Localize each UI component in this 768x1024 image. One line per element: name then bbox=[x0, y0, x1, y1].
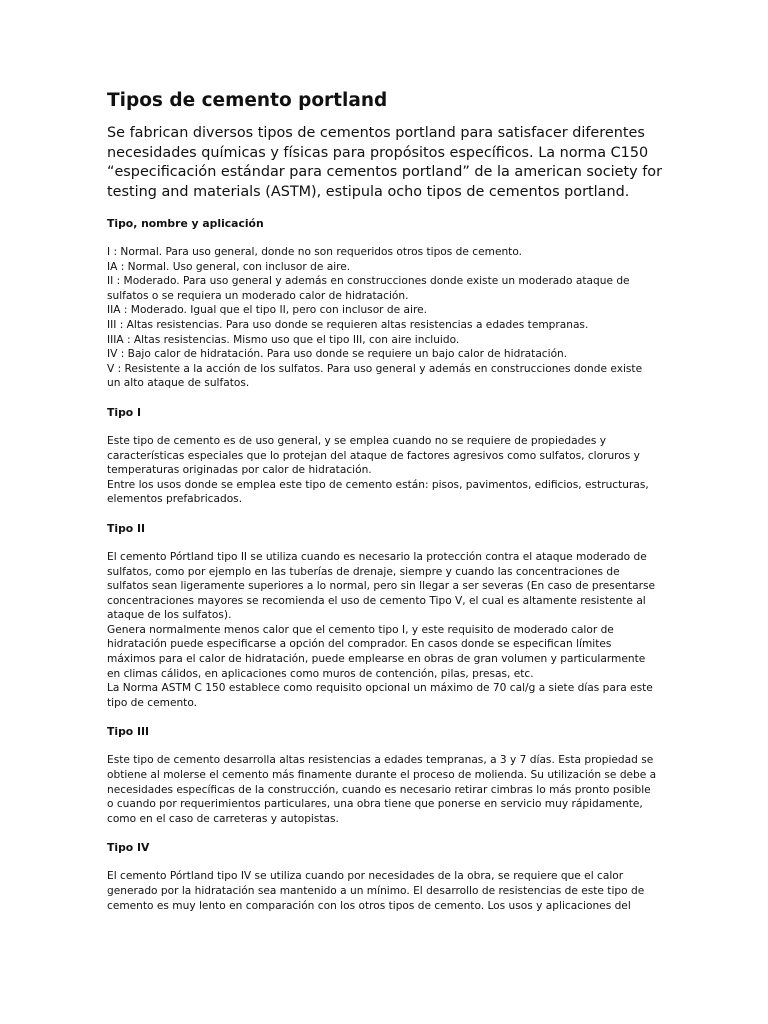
body-line: Este tipo de cemento desarrolla altas resistencias a edades tempranas, a 3 y 7 días. Esta propiedad se bbox=[107, 754, 654, 767]
body-line: como en el caso de carreteras y autopistas. bbox=[107, 812, 339, 825]
body-line: IA : Normal. Uso general, con inclusor de aire. bbox=[107, 260, 351, 273]
section-heading: Tipo III bbox=[107, 725, 150, 739]
section-tipo-ii bbox=[107, 521, 667, 711]
section-body bbox=[107, 869, 667, 913]
body-line: obtiene al molerse el cemento más finamente durante el proceso de molienda. Su utilización se debe a bbox=[107, 769, 657, 782]
body-line: tipo de cemento. bbox=[107, 696, 197, 709]
section-body bbox=[107, 245, 667, 391]
body-line: cemento es muy lento en comparación con los otros tipos de cemento. Los usos y aplicaciones del bbox=[107, 899, 631, 912]
body-line: hidratación puede especificarse a opción del comprador. En casos donde se especifican límites bbox=[107, 638, 612, 651]
body-line: La Norma ASTM C 150 establece como requisito opcional un máximo de 70 cal/g a siete días para este bbox=[107, 682, 653, 695]
section-heading: Tipo, nombre y aplicación bbox=[107, 217, 264, 230]
body-line: V : Resistente a la acción de los sulfatos. Para uso general y además en construcciones donde existe bbox=[107, 362, 643, 375]
body-line: El cemento Pórtland tipo IV se utiliza cuando por necesidades de la obra, se requiere que el calor bbox=[107, 870, 624, 883]
document-title: Tipos de cemento portland bbox=[107, 90, 388, 111]
body-line: El cemento Pórtland tipo II se utiliza cuando es necesario la protección contra el ataque moderado de bbox=[107, 550, 647, 563]
intro-line: Se fabrican diversos tipos de cementos portland para satisfacer diferentes bbox=[107, 125, 645, 141]
section-tipos bbox=[107, 216, 667, 391]
intro-line: necesidades químicas y físicas para propósitos específicos. La norma C150 bbox=[107, 144, 649, 161]
section-body bbox=[107, 753, 667, 826]
body-line: temperaturas originadas por calor de hidratación. bbox=[107, 464, 372, 477]
body-line: Entre los usos donde se emplea este tipo de cemento están: pisos, pavimentos, edificios, estructuras, bbox=[107, 478, 649, 491]
intro-line: testing and materials (ASTM), estipula ocho tipos de cementos portland. bbox=[107, 183, 630, 200]
document-page bbox=[107, 88, 667, 927]
body-line: elementos prefabricados. bbox=[107, 493, 243, 506]
body-line: I : Normal. Para uso general, donde no son requeridos otros tipos de cemento. bbox=[107, 246, 522, 258]
section-tipo-i bbox=[107, 405, 667, 507]
body-line: IIIA : Altas resistencias. Mismo uso que el tipo III, con aire incluido. bbox=[107, 333, 460, 346]
body-line: concentraciones mayores se recomienda el uso de cemento Tipo V, el cual es altamente resistente al bbox=[107, 594, 646, 607]
body-line: III : Altas resistencias. Para uso donde se requieren altas resistencias a edades tempranas. bbox=[107, 318, 589, 331]
body-line: IIA : Moderado. Igual que el tipo II, pero con inclusor de aire. bbox=[107, 304, 427, 317]
intro-paragraph bbox=[107, 124, 662, 202]
body-line: un alto ataque de sulfatos. bbox=[107, 377, 250, 390]
body-line: sulfatos o se requiera un moderado calor de hidratación. bbox=[107, 289, 409, 302]
section-heading: Tipo IV bbox=[107, 841, 150, 855]
body-line: en climas cálidos, en aplicaciones como muros de contención, pilas, presas, etc. bbox=[107, 667, 534, 680]
body-line: sulfatos sean ligeramente superiores a lo normal, pero sin llegar a ser severas (En caso de presentarse bbox=[107, 580, 656, 593]
section-heading: Tipo I bbox=[107, 405, 141, 419]
body-line: II : Moderado. Para uso general y además en construcciones donde existe un moderado ataque de bbox=[107, 275, 630, 288]
section-tipo-iii bbox=[107, 724, 667, 826]
section-body bbox=[107, 434, 667, 507]
intro-line: “especificación estándar para cementos portland” de la american society for bbox=[107, 164, 662, 180]
body-line: necesidades específicas de la construcción, cuando es necesario retirar cimbras lo más pronto posible bbox=[107, 783, 651, 796]
section-body bbox=[107, 550, 667, 711]
body-line: máximos para el calor de hidratación, puede emplearse en obras de gran volumen y particularmente bbox=[107, 653, 646, 666]
body-line: o cuando por requerimientos particulares, una obra tiene que ponerse en servicio muy rápidamente, bbox=[107, 798, 643, 811]
section-tipo-iv bbox=[107, 840, 667, 913]
body-line: IV : Bajo calor de hidratación. Para uso donde se requiere un bajo calor de hidratación. bbox=[107, 348, 568, 361]
body-line: Genera normalmente menos calor que el cemento tipo I, y este requisito de moderado calor de bbox=[107, 623, 614, 636]
body-line: sulfatos, como por ejemplo en las tuberías de drenaje, siempre y cuando las concentraciones de bbox=[107, 565, 620, 578]
section-heading: Tipo II bbox=[107, 521, 146, 535]
body-line: Este tipo de cemento es de uso general, y se emplea cuando no se requiere de propiedades y bbox=[107, 434, 607, 447]
body-line: generado por la hidratación sea mantenido a un mínimo. El desarrollo de resistencias de este tipo de bbox=[107, 885, 645, 897]
body-line: características especiales que lo protejan del ataque de factores agresivos como sulfatos, cloruros y bbox=[107, 449, 640, 462]
body-line: ataque de los sulfatos). bbox=[107, 609, 232, 622]
